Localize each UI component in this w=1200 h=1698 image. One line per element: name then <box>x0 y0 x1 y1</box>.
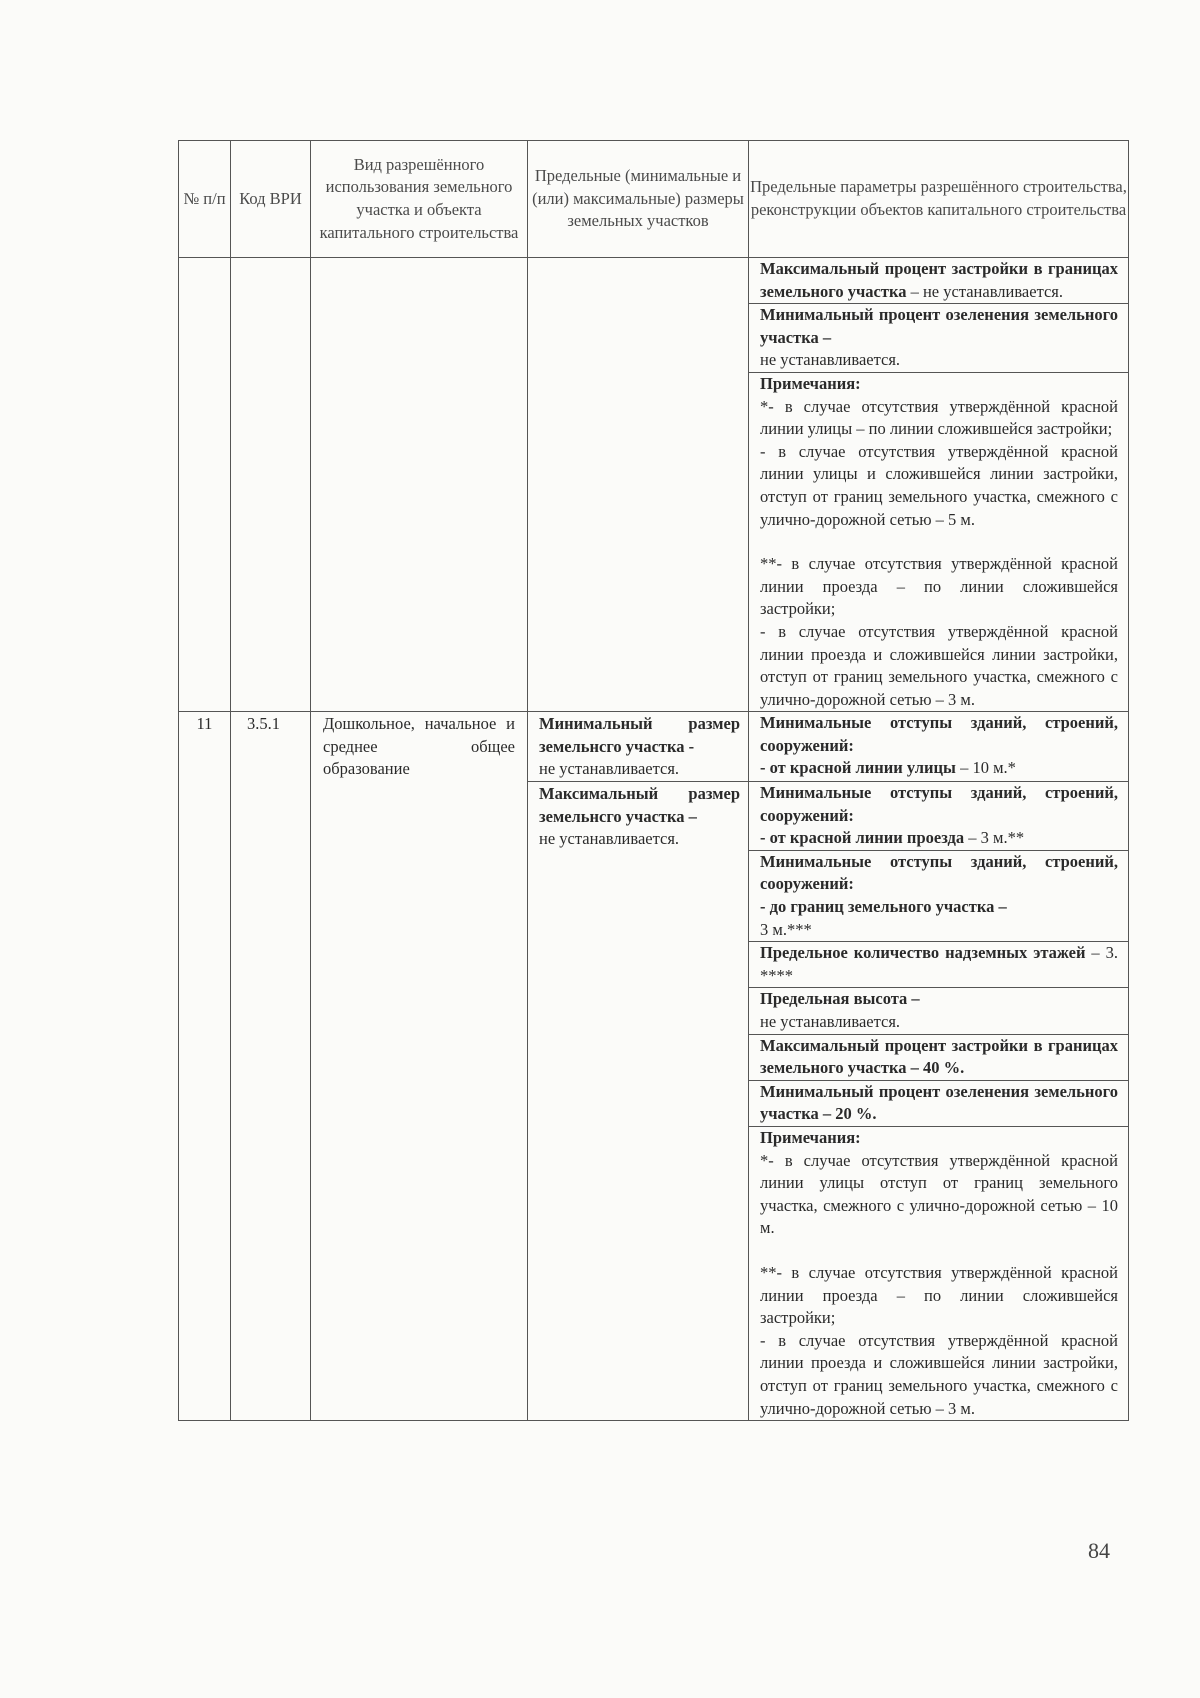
land-use-table <box>178 140 1129 1421</box>
note-text: - в случае отсутствия утверждённой красной линии проезда и сложившейся линии застройки, отступ от границ земельного участка, смежного с улично-дорожной сетью – 3 м. <box>760 621 1118 709</box>
note-text: - в случае отсутствия утверждённой красной линии проезда и сложившейся линии застройки, отступ от границ земельного участка, смежного с улично-дорожной сетью – 3 м. <box>760 1330 1118 1418</box>
param-min-greening-percent: Минимальный процент озеленения земельного участка – не устанавливается. <box>749 304 1129 373</box>
param-min-greening-percent: Минимальный процент озеленения земельного участка – 20 %. <box>749 1080 1129 1126</box>
max-plot-size: Максимальный размер земельнсго участка – не устанавливается. <box>528 782 749 1421</box>
header-use-type: Вид разрешённого использования земельного участка и объекта капитального строительства <box>311 141 528 258</box>
note-text: - в случае отсутствия утверждённой красной линии улицы и сложившейся линии застройки, отступ от границ земельного участка, смежного с улично-дорожной сетью – 5 м. <box>760 441 1118 529</box>
param-max-building-percent: Максимальный процент застройки в границах земельного участка – 40 %. <box>749 1034 1129 1080</box>
min-plot-size: Минимальный размер земельнсго участка - не устанавливается. <box>528 712 749 782</box>
note-text: **- в случае отсутствия утверждённой красной линии проезда – по линии сложившейся застройки; <box>760 554 1118 619</box>
param-notes: Примечания: *- в случае отсутствия утверждённой красной линии улицы – по линии сложившейся застройки; - в случае отсутствия утверждённой красной линии улицы и сложившейся линии застройки, отступ от границ земельного участка, смежного с улично-дорожной сетью – 5 м. **- в случае отсутствия утверждённой красной линии проезда – по линии сложившейся застройки; - в случае отсутствия утверждённой красной линии проезда и сложившейся линии застройки, отступ от границ земельного участка, смежного с улично-дорожной сетью – 3 м. <box>749 372 1129 711</box>
table-row <box>179 258 1129 304</box>
cell-code-empty <box>231 258 311 712</box>
row-code: 3.5.1 <box>231 712 311 1421</box>
table-row <box>179 712 1129 782</box>
cell-size-empty <box>528 258 749 712</box>
note-text: **- в случае отсутствия утверждённой красной линии проезда – по линии сложившейся застройки; <box>760 1262 1118 1328</box>
param-min-setback-driveway: Минимальные отступы зданий, строений, сооружений: - от красной линии проезда – 3 м.** <box>749 782 1129 851</box>
page-number: 84 <box>1088 1538 1110 1563</box>
header-number: № п/п <box>179 141 231 258</box>
row-number: 11 <box>179 712 231 1421</box>
table-header-row <box>179 141 1129 258</box>
param-max-floors: Предельное количество надземных этажей – 3. **** <box>749 942 1129 988</box>
cell-type-empty <box>311 258 528 712</box>
param-max-building-percent: Максимальный процент застройки в границах земельного участка – не устанавливается. <box>749 258 1129 304</box>
header-construction-params: Предельные параметры разрешённого строительства, реконструкции объектов капитального строительства <box>749 141 1129 258</box>
header-code: Код ВРИ <box>231 141 311 258</box>
note-text: *- в случае отсутствия утверждённой красной линии улицы – по линии сложившейся застройки; <box>760 396 1118 439</box>
note-text: *- в случае отсутствия утверждённой красной линии улицы отступ от границ земельного участка, смежного с улично-дорожной сетью – 10 м. <box>760 1150 1118 1238</box>
cell-number-empty <box>179 258 231 712</box>
param-min-setback-boundary: Минимальные отступы зданий, строений, сооружений: - до границ земельного участка – 3 м.*** <box>749 850 1129 941</box>
param-min-setback-street: Минимальные отступы зданий, строений, сооружений: - от красной линии улицы – 10 м.* <box>749 712 1129 782</box>
param-notes: Примечания: *- в случае отсутствия утверждённой красной линии улицы отступ от границ земельного участка, смежного с улично-дорожной сетью – 10 м. **- в случае отсутствия утверждённой красной линии проезда – по линии сложившейся застройки; - в случае отсутствия утверждённой красной линии проезда и сложившейся линии застройки, отступ от границ земельного участка, смежного с улично-дорожной сетью – 3 м. <box>749 1126 1129 1420</box>
row-use-type: Дошкольное, начальное и среднее общее образование <box>311 712 528 1421</box>
param-max-height: Предельная высота – не устанавливается. <box>749 988 1129 1034</box>
header-plot-sizes: Предельные (минимальные и (или) максимальные) размеры земельных участков <box>528 141 749 258</box>
